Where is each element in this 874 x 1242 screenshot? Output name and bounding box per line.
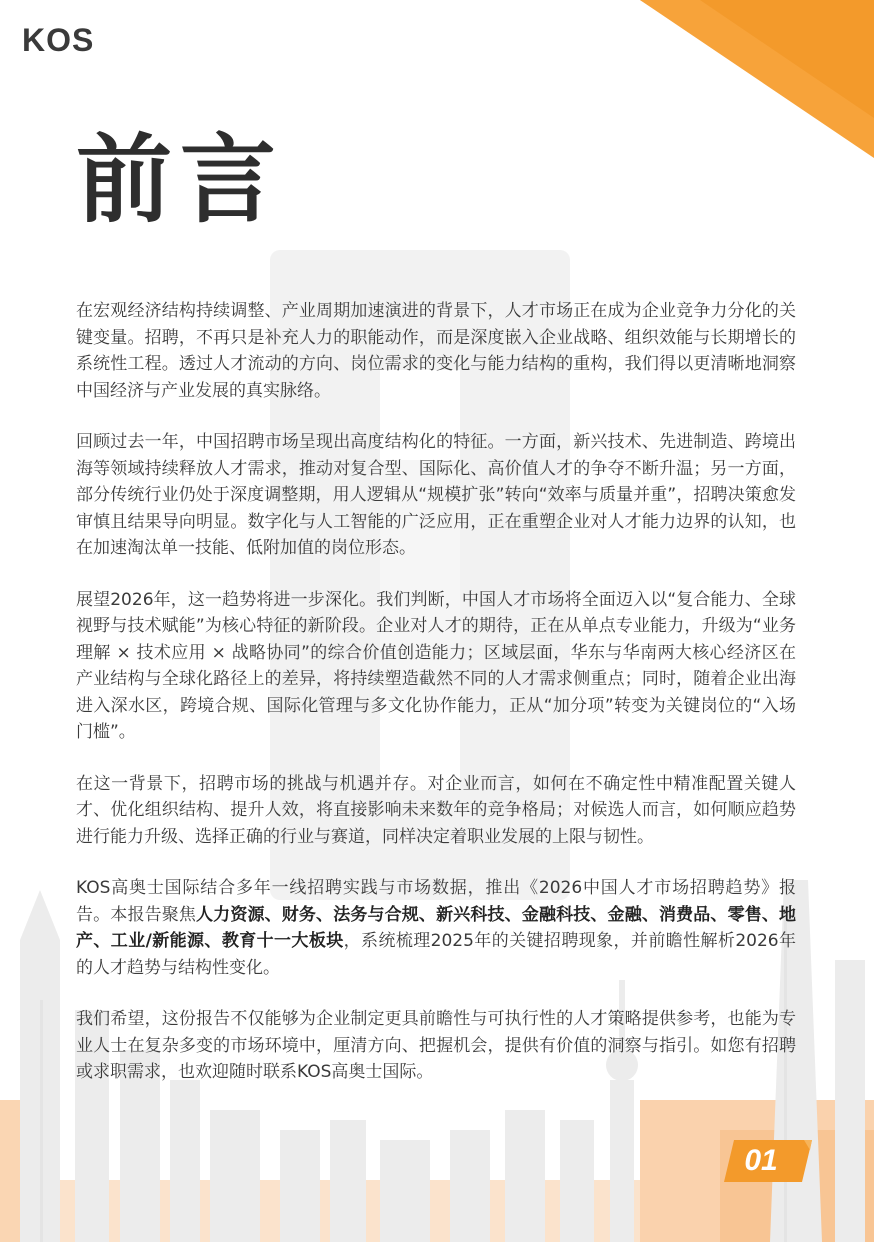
foreword-body	[76, 298, 796, 1111]
highlighted-sectors: 人力资源、财务、法务与合规、新兴科技、金融科技、金融、消费品、零售、地产、工业/新能源、教育十一大板块	[76, 904, 797, 951]
page-number: 01	[744, 1144, 778, 1177]
paragraph-text: ，系统梳理2025年的关键招聘现象，并前瞻性解析2026年的人才趋势与结构性变化。	[76, 931, 796, 978]
body-paragraph	[76, 771, 796, 851]
body-paragraph	[76, 587, 796, 746]
paragraph-text: 在宏观经济结构持续调整、产业周期加速演进的背景下，人才市场正在成为企业竞争力分化的关键变量。招聘，不再只是补充人力的职能动作，而是深度嵌入企业战略、组织效能与长期增长的系统性工程。透过人才流动的方向、岗位需求的变化与能力结构的重构，我们得以更清晰地洞察中国经济与产业发展的真实脉络。	[76, 301, 796, 401]
paragraph-text: 回顾过去一年，中国招聘市场呈现出高度结构化的特征。一方面，新兴技术、先进制造、跨境出海等领域持续释放人才需求，推动对复合型、国际化、高价值人才的争夺不断升温；另一方面，部分传统行业仍处于深度调整期，用人逻辑从“规模扩张”转向“效率与质量并重”，招聘决策愈发审慎且结果导向明显。数字化与人工智能的广泛应用，正在重塑企业对人才能力边界的认知，也在加速淘汰单一技能、低附加值的岗位形态。	[76, 432, 796, 558]
paragraph-text: 展望2026年，这一趋势将进一步深化。我们判断，中国人才市场将全面迈入以“复合能力、全球视野与技术赋能”为核心特征的新阶段。企业对人才的期待，正在从单点专业能力，升级为“业务理解 × 技术应用 × 战略协同”的综合价值创造能力；区域层面，华东与华南两大核心经济区在产业结构与全球化路径上的差异，将持续塑造截然不同的人才需求侧重点；同时，随着企业出海进入深水区，跨境合规、国际化管理与多文化协作能力，正从“加分项”转变为关键岗位的“入场门槛”。	[76, 589, 796, 742]
kos-logo	[22, 22, 94, 58]
paragraph-text: 在这一背景下，招聘市场的挑战与机遇并存。对企业而言，如何在不确定性中精准配置关键人才、优化组织结构、提升人效，将直接影响未来数年的竞争格局；对候选人而言，如何顺应趋势进行能力升级、选择正确的行业与赛道，同样决定着职业发展的上限与韧性。	[76, 773, 796, 847]
paragraph-text: KOS高奥士国际结合多年一线招聘实践与市场数据，推出《2026中国人才市场招聘趋势》报告。本报告聚焦	[76, 878, 796, 925]
body-paragraph	[76, 875, 796, 981]
page-title: 前言	[76, 124, 284, 236]
body-paragraph	[76, 1006, 796, 1086]
body-paragraph	[76, 298, 796, 404]
logo-text: KOS	[22, 21, 95, 58]
paragraph-text: 我们希望，这份报告不仅能够为企业制定更具前瞻性与可执行性的人才策略提供参考，也能为专业人士在复杂多变的市场环境中，厘清方向、把握机会，提供有价值的洞察与指引。如您有招聘或求职需求，也欢迎随时联系KOS高奥士国际。	[76, 1009, 796, 1082]
body-paragraph	[76, 429, 796, 562]
